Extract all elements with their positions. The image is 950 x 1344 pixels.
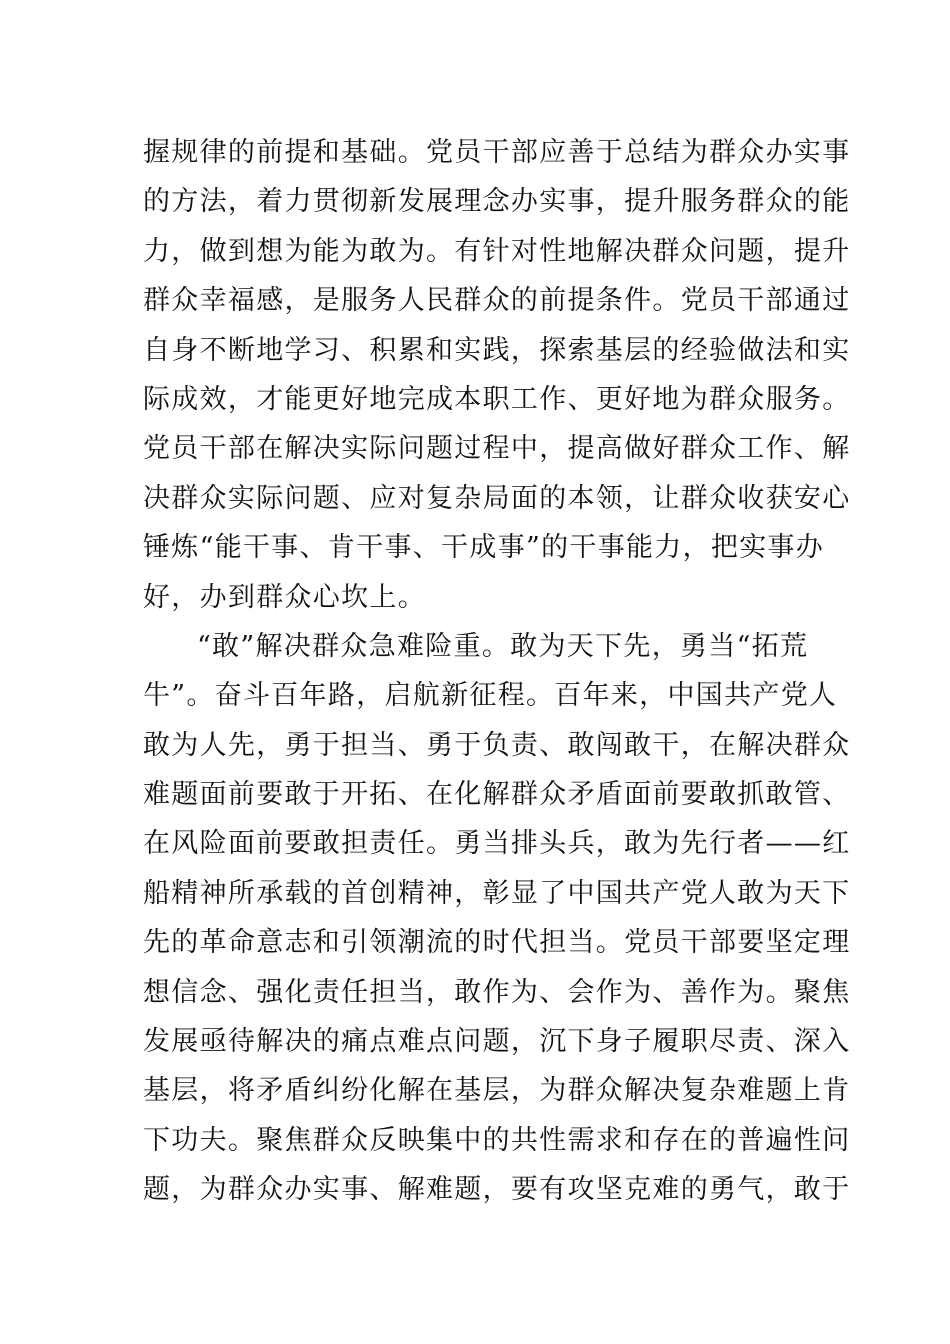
text-line: 好，办到群众心坎上。 (143, 581, 426, 613)
text-line: 先的革命意志和引领潮流的时代担当。党员干部要坚定理 (143, 927, 851, 959)
text-line: 的方法，着力贯彻新发展理念办实事，提升服务群众的能 (143, 186, 851, 218)
text-line: 自身不断地学习、积累和实践，探索基层的经验做法和实 (143, 334, 851, 366)
text-line: 下功夫。聚焦群众反映集中的共性需求和存在的普遍性问 (143, 1124, 851, 1156)
text-line: 锤炼“能干事、肯干事、干成事”的干事能力，把实事办 (143, 532, 825, 564)
text-line: 党员干部在解决实际问题过程中，提高做好群众工作、解 (143, 433, 851, 465)
text-line: 群众幸福感，是服务人民群众的前提条件。党员干部通过 (143, 285, 851, 317)
text-line: 难题面前要敢于开拓、在化解群众矛盾面前要敢抓敢管、 (143, 779, 851, 811)
text-line: 在风险面前要敢担责任。勇当排头兵，敢为先行者——红 (143, 828, 851, 860)
text-line: 船精神所承载的首创精神，彰显了中国共产党人敢为天下 (143, 877, 851, 909)
text-line: 牛”。奋斗百年路，启航新征程。百年来，中国共产党人 (143, 680, 838, 712)
text-line: 想信念、强化责任担当，敢作为、会作为、善作为。聚焦 (143, 976, 851, 1008)
text-line: 际成效，才能更好地完成本职工作、更好地为群众服务。 (143, 383, 851, 415)
text-line: 力，做到想为能为敢为。有针对性地解决群众问题，提升 (143, 235, 851, 267)
paragraph-start-line: “敢”解决群众急难险重。敢为天下先，勇当“拓荒 (197, 630, 809, 662)
text-line: 握规律的前提和基础。党员干部应善于总结为群众办实事 (143, 137, 851, 168)
text-line: 题，为群众办实事、解难题，要有攻坚克难的勇气，敢于 (143, 1174, 851, 1206)
text-line: 发展亟待解决的痛点难点问题，沉下身子履职尽责、深入 (143, 1026, 851, 1058)
body-text (143, 128, 851, 1215)
text-line: 基层，将矛盾纠纷化解在基层，为群众解决复杂难题上肯 (143, 1075, 851, 1107)
text-line: 决群众实际问题、应对复杂局面的本领，让群众收获安心 (143, 482, 851, 514)
text-line: 敢为人先，勇于担当、勇于负责、敢闯敢干，在解决群众 (143, 729, 851, 761)
